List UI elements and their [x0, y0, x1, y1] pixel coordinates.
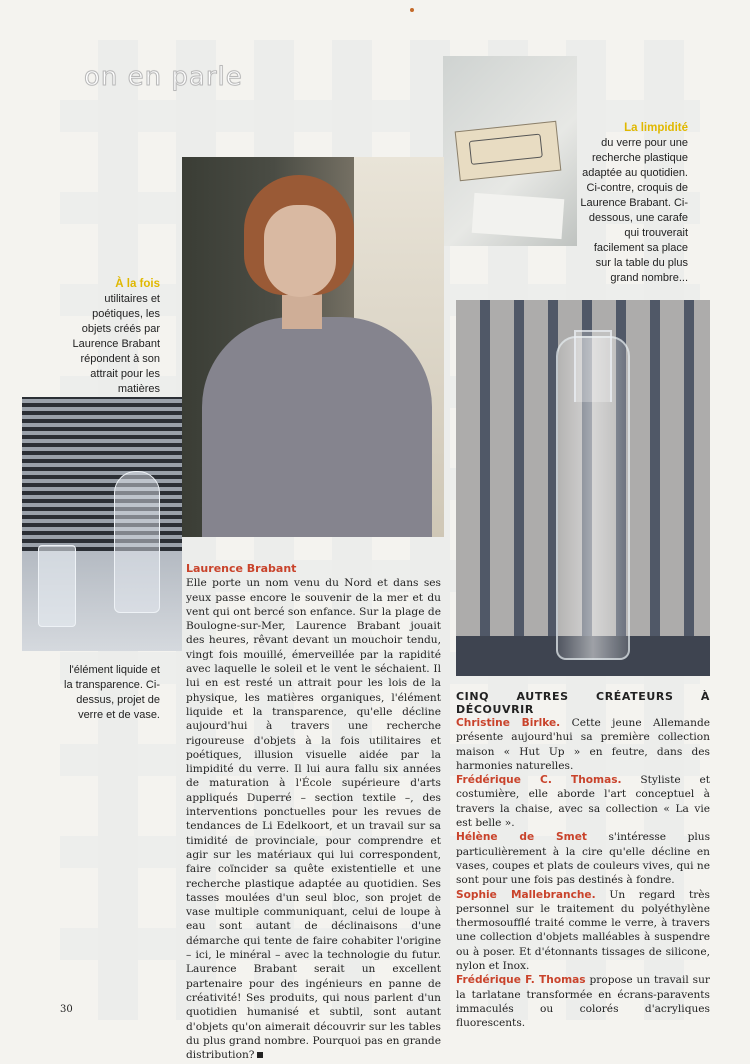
creator-name: Sophie Mallebranche.	[456, 888, 596, 901]
carafe-photo	[456, 300, 710, 676]
section-heading: on en parle	[84, 62, 243, 92]
caption-lead: La limpidité	[624, 122, 688, 134]
sketch-card	[455, 121, 562, 181]
caption-a-la-fois	[62, 277, 160, 412]
article-name: Laurence Brabant	[186, 562, 297, 575]
end-square-icon	[257, 1052, 263, 1058]
page-number: 30	[60, 1004, 73, 1015]
article-body	[186, 562, 441, 1062]
creator-item	[456, 716, 710, 773]
sketch-photo	[443, 56, 577, 246]
portrait-photo	[182, 157, 444, 537]
glass-vase	[114, 471, 160, 613]
creator-text: Cette jeune Allemande présente aujourd'hui sa première collection maison « Hut Up » en feutre, dans des harmonies naturelles.	[456, 717, 710, 772]
portrait-torso	[202, 317, 432, 537]
creator-item	[456, 973, 710, 1030]
article-text: Elle porte un nom venu du Nord et dans ses yeux passe encore le souvenir de la mer et du vent qui ont bercé son enfance. Sur la plage de Boulogne-sur-Mer, Laurence Brabant jouait des heures, rêvant devant un mouchoir tendu, vingt fois mouillé, émerveillée par la rapidité avec laquelle le soleil et le vent le séchaient. Il lui en est resté un attrait pour les lois de la physique, les matières organiques, l'élément liquide et la transparence, qu'elle décline aujourd'hui à travers une recherche rigoureuse d'objets à la fois utilitaires et poétiques, illusion visuelle aidée par la limpidité du verre. Il lui aura fallu six années de maturation à l'École supérieure d'arts appliqués Duperré – section textile –, des interventions ponctuelles pour les revues de tendances de Li Edelkoort, et un travail sur sa timidité de provinciale, pour comprendre et agir sur les matériaux qui lui correspondent, faire coïncider sa quête existentielle et une recherche plastique adaptée au quotidien. Ses tasses moulées d'un seul bloc, son projet de vase multiple communiquant, celui de loupe à eau sont autant de déclinaisons d'une démarche qui tente de faire cohabiter l'origine – ici, le minéral – avec la technologie du futur. Laurence Brabant serait un excellent partenaire pour des ingénieurs en panne de créativité! Ses produits, qui nous parlent d'un quotidien humanisé et subtil, sont autant d'objets qu'on aimerait découvrir sur les tables du plus grand nombre. Pourquoi pas en grande distribution?	[186, 577, 441, 1062]
vases-photo	[22, 397, 182, 651]
creator-item	[456, 773, 710, 830]
caption-limpidite	[580, 121, 688, 286]
creator-name: Frédérique F. Thomas	[456, 974, 586, 987]
creator-text: propose un travail sur la tarlatane transformée en écrans-paravents immaculés ou colorés d'acryliques fluorescents.	[456, 974, 710, 1030]
portrait-face	[264, 205, 336, 297]
creator-name: Hélène de Smet	[456, 831, 587, 844]
glass-cup	[38, 545, 76, 627]
caption-text: l'élément liquide et la transparence. Ci-dessus, projet de verre et de vase.	[64, 664, 160, 721]
creator-text: Un regard très personnel sur le traitement du polyéthylène thermosoufflé traité comme le verre, à travers une collection d'objets malléables à suspendre ou à poser. Et d'étonnants tissages de silicone, nylon et Inox.	[456, 888, 710, 973]
creator-text: Styliste et costumière, elle aborde l'art conceptuel à travers la chaise, avec sa collection « La vie est belle ».	[456, 774, 710, 830]
creators-heading: CINQ AUTRES CRÉATEURS À DÉCOUVRIR	[456, 690, 710, 716]
caption-text: utilitaires et poétiques, les objets créés par Laurence Brabant répondent à son attrait pour les matières	[72, 293, 160, 395]
carafe-neck	[574, 330, 612, 402]
creator-item	[456, 830, 710, 887]
caption-lead: À la fois	[115, 278, 160, 290]
creator-text: s'intéresse plus particulièrement à la cire qu'elle décline en vases, coupes et plats de couleurs vives, qui ne sont pour une fois pas destinés à fondre.	[456, 831, 711, 887]
caption-text: du verre pour une recherche plastique adaptée au quotidien. Ci-contre, croquis de Laurence Brabant. Ci-dessous, une carafe qui trouverait facilement sa place sur la table du plus grand nombre...	[580, 137, 688, 284]
creator-item	[456, 888, 710, 974]
creator-name: Frédérique C. Thomas.	[456, 774, 622, 787]
print-speck	[410, 8, 414, 12]
sketch-paper	[472, 193, 565, 239]
creator-name: Christine Birlke.	[456, 717, 561, 729]
creators-section	[456, 690, 710, 1031]
caption-element-liquide	[62, 663, 160, 723]
